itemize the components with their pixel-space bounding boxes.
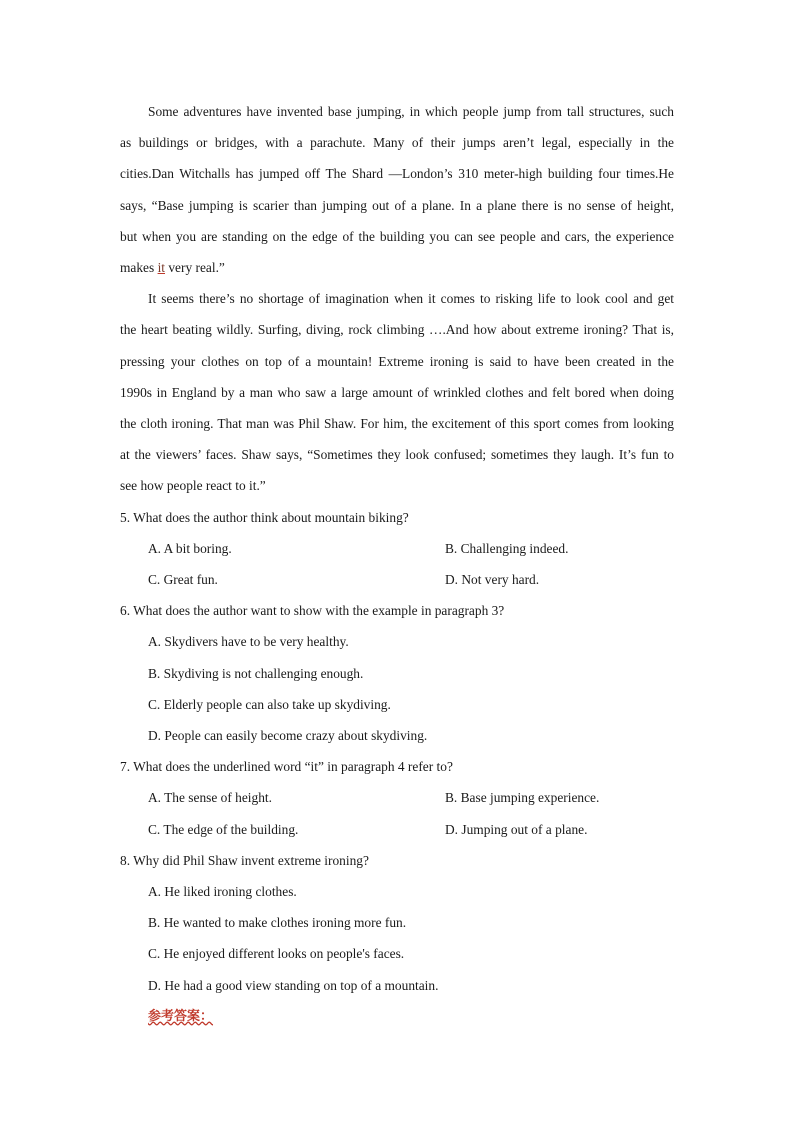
option-c[interactable]: C. He enjoyed different looks on people's faces. <box>148 946 405 962</box>
option-b[interactable]: B. Skydiving is not challenging enough. <box>148 665 364 681</box>
options-group <box>120 876 674 1001</box>
text-line <box>120 252 674 283</box>
options-group <box>120 782 674 844</box>
option-a[interactable]: A. Skydivers have to be very healthy. <box>148 634 349 650</box>
question-stem: 5. What does the author think about mountain biking? <box>120 509 409 525</box>
option-c[interactable]: C. Great fun. <box>148 572 218 588</box>
passage-paragraph-1 <box>120 96 674 283</box>
option-a[interactable]: A. A bit boring. <box>148 540 232 556</box>
question-stem: 7. What does the underlined word “it” in paragraph 4 refer to? <box>120 759 453 775</box>
answer-heading <box>120 1001 674 1032</box>
question-8 <box>120 845 674 1001</box>
text-line: but when you are standing on the edge of the building you can see people and cars, the experience <box>120 228 674 244</box>
option-a[interactable]: A. The sense of height. <box>148 790 272 806</box>
options-group <box>120 626 674 751</box>
text-line: the heart beating wildly. Surfing, diving, rock climbing ….And how about extreme ironing? That is, <box>120 322 674 338</box>
question-stem: 8. Why did Phil Shaw invent extreme ironing? <box>120 852 369 868</box>
text-line: see how people react to it.” <box>120 478 266 494</box>
option-c[interactable]: C. The edge of the building. <box>148 821 299 837</box>
text-line: Some adventures have invented base jumping, in which people jump from tall structures, such <box>148 104 674 119</box>
option-d[interactable]: D. Not very hard. <box>445 572 540 588</box>
text-fragment: makes <box>120 260 158 276</box>
text-fragment: very real.” <box>165 260 225 276</box>
text-line: the cloth ironing. That man was Phil Shaw. For him, the excitement of this sport comes from looking <box>120 416 674 432</box>
options-group <box>120 533 674 595</box>
answer-heading-text: 参考答案： <box>148 1008 214 1024</box>
question-5 <box>120 502 674 596</box>
text-line: as buildings or bridges, with a parachute. Many of their jumps aren’t legal, especially in the <box>120 135 674 151</box>
option-c[interactable]: C. Elderly people can also take up skydiving. <box>148 696 391 712</box>
passage-paragraph-2 <box>120 283 674 501</box>
question-stem: 6. What does the author want to show with the example in paragraph 3? <box>120 603 505 619</box>
text-line: 1990s in England by a man who saw a large amount of wrinkled clothes and felt bored when doing <box>120 384 674 400</box>
option-d[interactable]: D. He had a good view standing on top of a mountain. <box>148 977 439 993</box>
question-7 <box>120 751 674 845</box>
underlined-word-it: it <box>157 260 166 276</box>
option-a[interactable]: A. He liked ironing clothes. <box>148 884 297 900</box>
text-line: at the viewers’ faces. Shaw says, “Sometimes they look confused; sometimes they laugh. It’s fun to <box>120 447 674 463</box>
option-b[interactable]: B. He wanted to make clothes ironing more fun. <box>148 915 407 931</box>
option-d[interactable]: D. People can easily become crazy about skydiving. <box>148 728 428 744</box>
question-6 <box>120 595 674 751</box>
text-line: It seems there’s no shortage of imagination when it comes to risking life to look cool and get <box>148 291 674 307</box>
text-line: cities.Dan Witchalls has jumped off The Shard —London’s 310 meter-high building four times.He <box>120 166 674 182</box>
text-line: pressing your clothes on top of a mountain! Extreme ironing is said to have been created in the <box>120 353 674 369</box>
option-b[interactable]: B. Base jumping experience. <box>445 790 600 806</box>
document-page <box>120 96 674 1032</box>
text-line: says, “Base jumping is scarier than jumping out of a plane. In a plane there is no sense of height, <box>120 197 674 213</box>
option-b[interactable]: B. Challenging indeed. <box>445 540 569 556</box>
option-d[interactable]: D. Jumping out of a plane. <box>445 821 588 837</box>
